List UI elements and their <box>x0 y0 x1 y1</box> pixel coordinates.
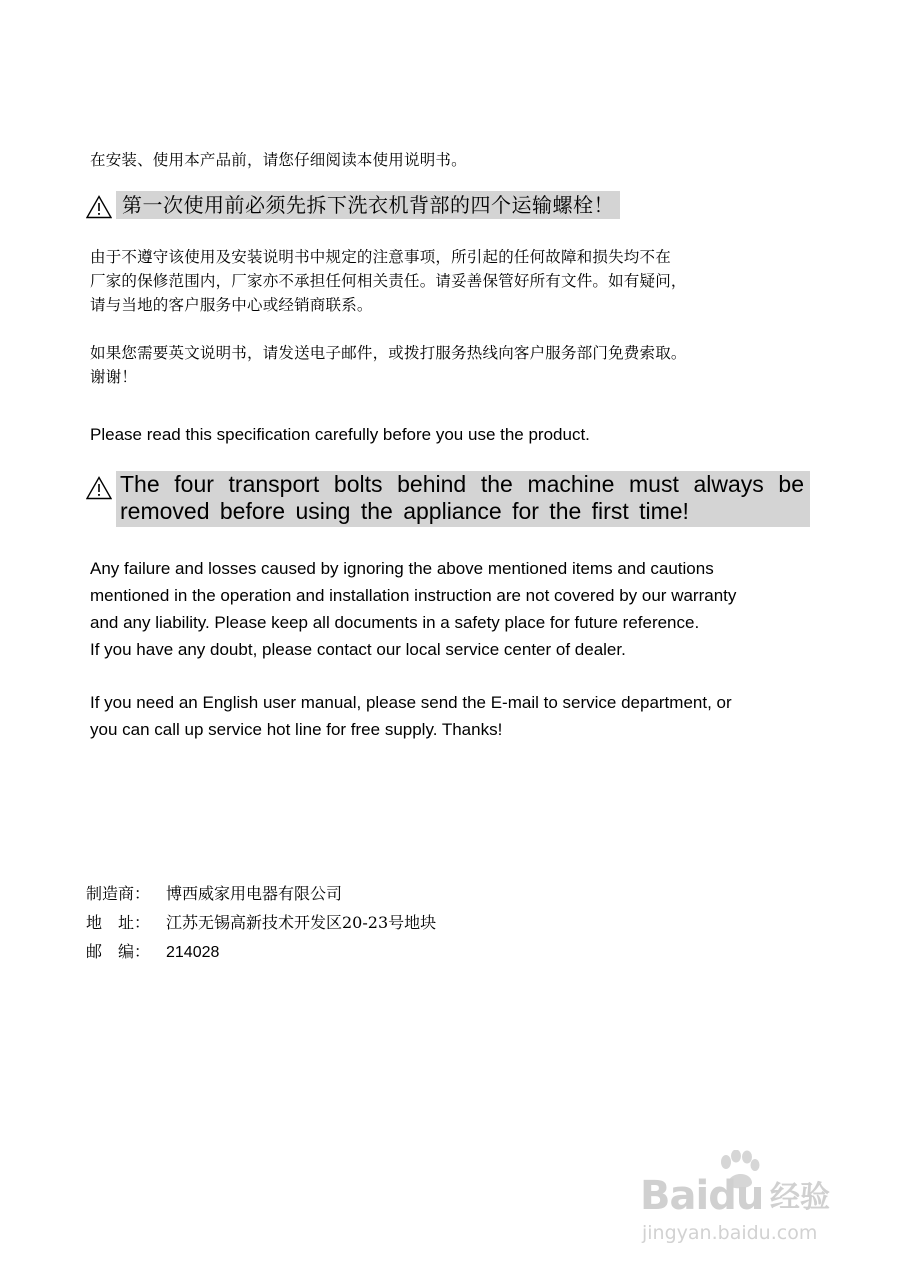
english-request-en <box>90 689 732 743</box>
english-request-en-line: you can call up service hot line for free supply. Thanks! <box>90 720 503 739</box>
watermark-brand: Baidu <box>640 1173 764 1219</box>
baidu-watermark <box>640 1150 850 1250</box>
disclaimer-en <box>90 555 736 663</box>
disclaimer-en-line: mentioned in the operation and installation instruction are not covered by our warranty <box>90 586 737 605</box>
english-request-zh-line: 谢谢！ <box>90 368 138 386</box>
address-label: 地 址： <box>86 913 151 932</box>
disclaimer-zh-line: 由于不遵守该使用及安装说明书中规定的注意事项，所引起的任何故障和损失均不在 <box>90 248 671 266</box>
watermark-brand-zh: 经验 <box>770 1180 830 1215</box>
intro-zh: 在安装、使用本产品前，请您仔细阅读本使用说明书。 <box>90 151 467 169</box>
warning-triangle-icon <box>86 195 112 219</box>
english-request-zh-line: 如果您需要英文说明书，请发送电子邮件，或拨打服务热线向客户服务部门免费索取。 <box>90 344 687 362</box>
warning-en <box>116 471 810 527</box>
disclaimer-zh <box>90 245 687 317</box>
postcode-value: 214028 <box>166 944 220 961</box>
warning-en-line: removed before using the appliance for the first time! <box>120 498 689 524</box>
warning-triangle-icon <box>86 476 112 500</box>
disclaimer-zh-line: 厂家的保修范围内，厂家亦不承担任何相关责任。请妥善保管好所有文件。如有疑问， <box>90 272 687 290</box>
postcode-row <box>86 940 436 965</box>
address-value: 江苏无锡高新技术开发区20-23号地块 <box>166 913 437 932</box>
manufacturer-value: 博西威家用电器有限公司 <box>166 884 343 903</box>
disclaimer-en-line: and any liability. Please keep all documents in a safety place for future reference. <box>90 613 700 632</box>
manufacturer-row <box>86 882 436 906</box>
intro-en: Please read this specification carefully before you use the product. <box>90 425 590 444</box>
manufacturer-info <box>86 882 436 965</box>
disclaimer-en-line: Any failure and losses caused by ignoring the above mentioned items and cautions <box>90 559 714 578</box>
manufacturer-label: 制造商： <box>86 884 151 903</box>
disclaimer-en-line: If you have any doubt, please contact our local service center of dealer. <box>90 640 626 659</box>
address-row <box>86 911 436 935</box>
english-request-en-line: If you need an English user manual, please send the E-mail to service department, or <box>90 693 732 712</box>
warning-zh: 第一次使用前必须先拆下洗衣机背部的四个运输螺栓！ <box>116 191 620 219</box>
watermark-url: jingyan.baidu.com <box>642 1222 818 1244</box>
english-request-zh <box>90 341 687 389</box>
disclaimer-zh-line: 请与当地的客户服务中心或经销商联系。 <box>90 296 373 314</box>
warning-en-line: The four transport bolts behind the machine must always be <box>120 471 804 497</box>
postcode-label: 邮 编： <box>86 942 151 961</box>
